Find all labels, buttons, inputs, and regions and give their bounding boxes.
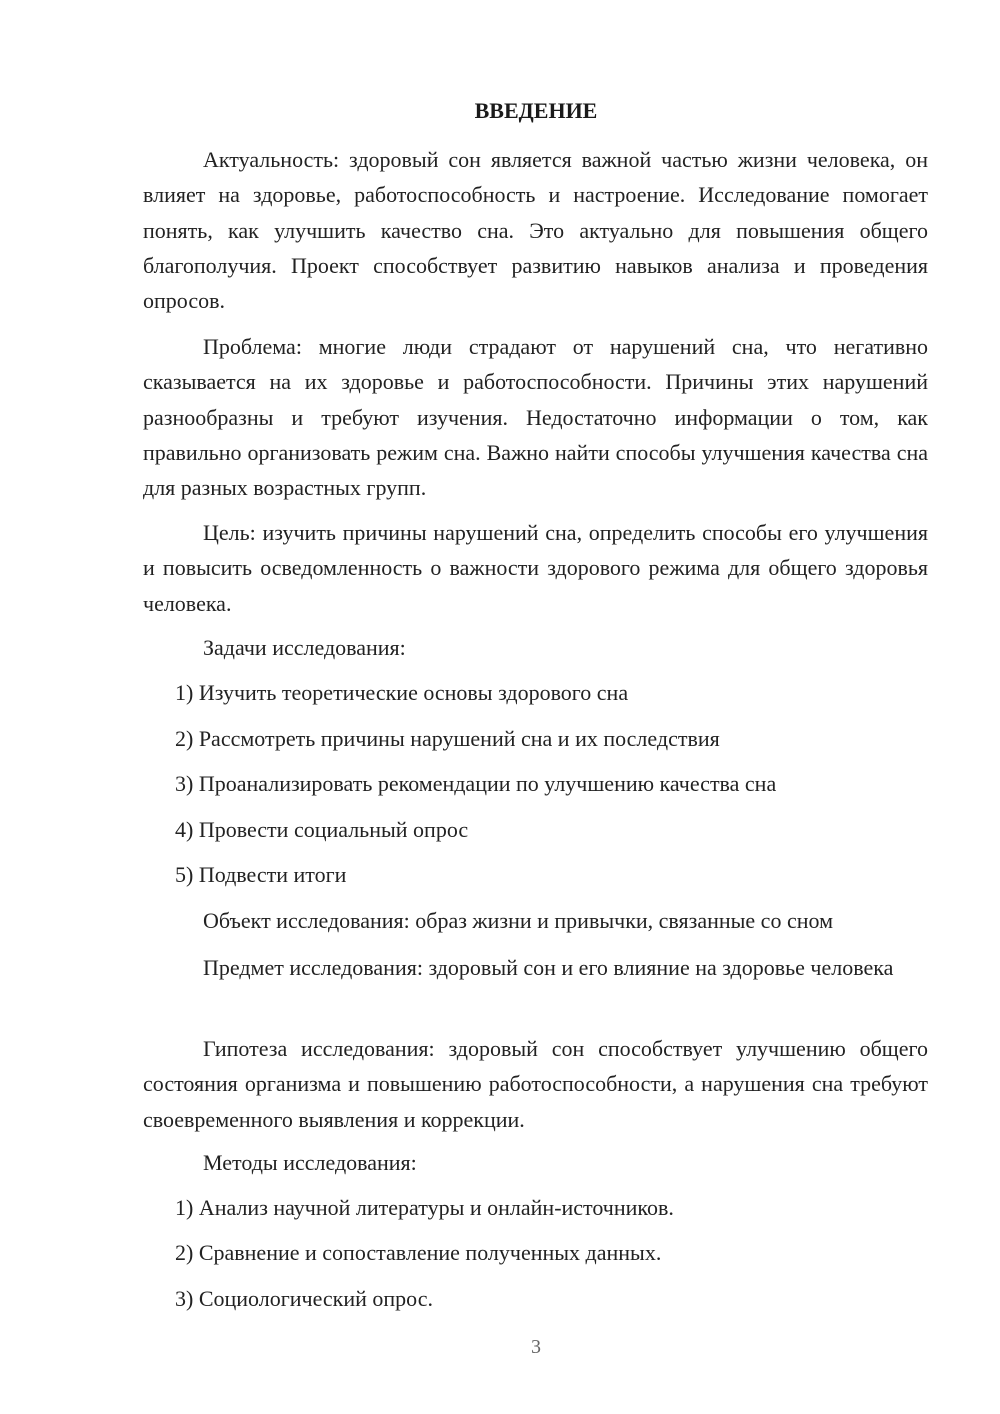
problem-paragraph: Проблема: многие люди страдают от нарушений сна, что негативно сказывается на их здоровье и работоспособности. Причины этих нарушений разнообразны и требуют изучения. Недостаточно информации о том, как правильно организовать режим сна. Важно найти способы улучшения качества сна для разных возрастных групп. — [143, 334, 928, 501]
task-item: 5) Подвести итоги — [175, 862, 347, 887]
task-item: 2) Рассмотреть причины нарушений сна и их последствия — [175, 726, 720, 751]
object-paragraph: Объект исследования: образ жизни и привычки, связанные со сном — [203, 908, 833, 933]
page-number: 3 — [531, 1336, 541, 1358]
tasks-label: Задачи исследования: — [203, 635, 406, 660]
goal-paragraph: Цель: изучить причины нарушений сна, определить способы его улучшения и повысить осведомленность о важности здорового режима для общего здоровья человека. — [143, 520, 928, 616]
hypothesis-paragraph: Гипотеза исследования: здоровый сон способствует улучшению общего состояния организма и повышению работоспособности, а нарушения сна требуют своевременного выявления и коррекции. — [143, 1036, 928, 1132]
method-item: 1) Анализ научной литературы и онлайн-источников. — [175, 1195, 674, 1220]
relevance-paragraph: Актуальность: здоровый сон является важной частью жизни человека, он влияет на здоровье, работоспособность и настроение. Исследование помогает понять, как улучшить качество сна. Это актуально для повышения общего благополучия. Проект способствует развитию навыков анализа и проведения опросов. — [143, 147, 928, 314]
task-item: 1) Изучить теоретические основы здорового сна — [175, 680, 629, 705]
methods-label: Методы исследования: — [203, 1150, 417, 1175]
task-item: 3) Проанализировать рекомендации по улучшению качества сна — [175, 771, 777, 796]
method-item: 2) Сравнение и сопоставление полученных данных. — [175, 1240, 662, 1265]
task-item: 4) Провести социальный опрос — [175, 817, 469, 842]
page-title: ВВЕДЕНИЕ — [474, 98, 598, 123]
method-item: 3) Социологический опрос. — [175, 1286, 433, 1311]
subject-paragraph: Предмет исследования: здоровый сон и его влияние на здоровье человека — [203, 955, 894, 980]
